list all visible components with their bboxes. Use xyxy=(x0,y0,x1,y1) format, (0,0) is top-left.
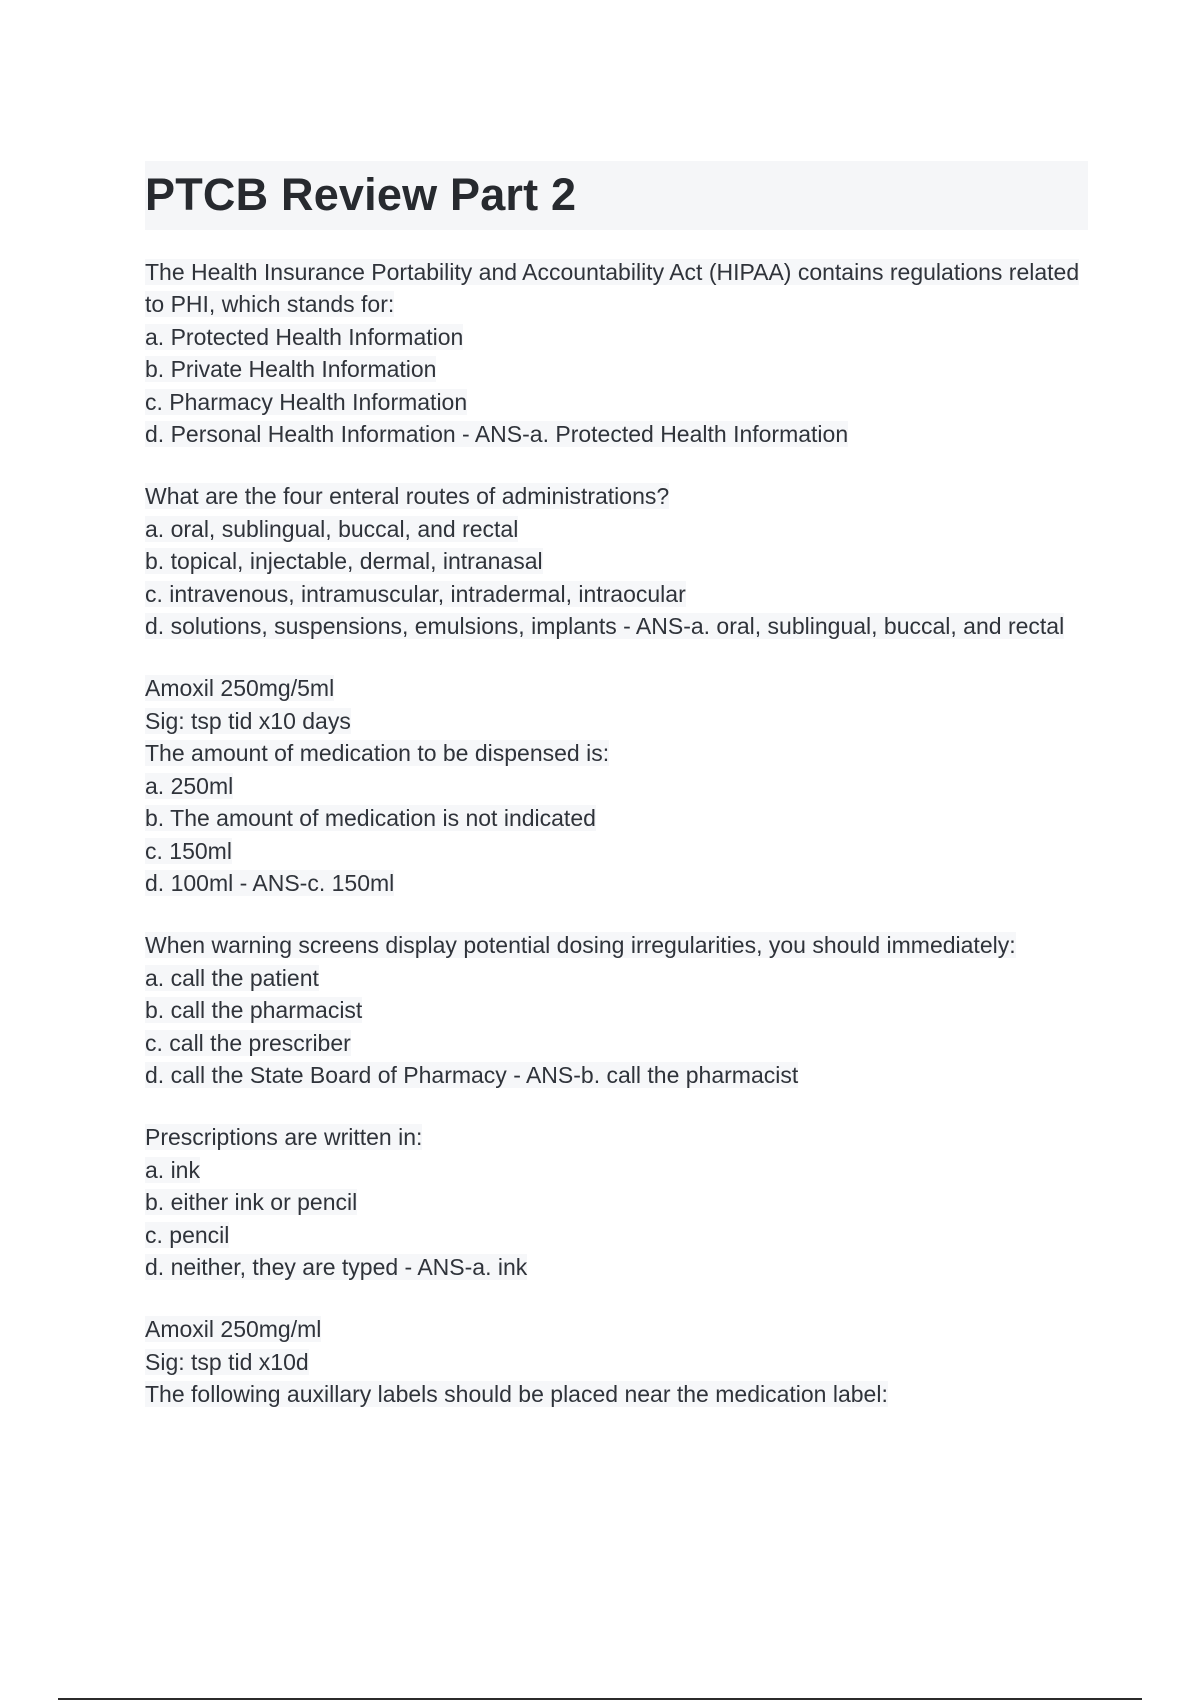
question-text: Sig: tsp tid x10d xyxy=(145,1348,309,1375)
question-text: What are the four enteral routes of administrations? xyxy=(145,483,670,510)
question-text: The amount of medication to be dispensed is: xyxy=(145,740,610,767)
question-block xyxy=(145,480,1085,642)
title-band xyxy=(145,161,1088,230)
answer-option: c. 150ml xyxy=(145,837,232,864)
question-block xyxy=(145,1121,1085,1283)
answer-option: b. topical, injectable, dermal, intranasal xyxy=(145,548,543,575)
page-title: PTCB Review Part 2 xyxy=(145,169,577,220)
answer-option-with-key: d. solutions, suspensions, emulsions, implants - ANS-a. oral, sublingual, buccal, and rectal xyxy=(145,613,1065,640)
answer-option-with-key: d. call the State Board of Pharmacy - ANS-b. call the pharmacist xyxy=(145,1061,799,1088)
answer-option: c. call the prescriber xyxy=(145,1029,351,1056)
answer-option: c. pencil xyxy=(145,1221,230,1248)
answer-option: a. 250ml xyxy=(145,772,234,799)
answer-option: b. either ink or pencil xyxy=(145,1189,358,1216)
question-text: Sig: tsp tid x10 days xyxy=(145,707,351,734)
question-block xyxy=(145,929,1085,1091)
answer-option: b. call the pharmacist xyxy=(145,997,363,1024)
question-text: The following auxillary labels should be placed near the medication label: xyxy=(145,1381,888,1408)
answer-option: a. ink xyxy=(145,1156,200,1183)
answer-option: b. Private Health Information xyxy=(145,356,437,383)
answer-option: c. Pharmacy Health Information xyxy=(145,388,468,415)
question-block xyxy=(145,672,1085,899)
question-block xyxy=(145,1313,1085,1410)
answer-option: a. oral, sublingual, buccal, and rectal xyxy=(145,515,519,542)
answer-option-with-key: d. 100ml - ANS-c. 150ml xyxy=(145,869,395,896)
question-text: Amoxil 250mg/ml xyxy=(145,1316,322,1343)
answer-option-with-key: d. neither, they are typed - ANS-a. ink xyxy=(145,1253,528,1280)
answer-option: b. The amount of medication is not indicated xyxy=(145,805,596,832)
document-body xyxy=(145,256,1085,1441)
question-text: Prescriptions are written in: xyxy=(145,1124,423,1151)
answer-option: c. intravenous, intramuscular, intradermal, intraocular xyxy=(145,580,686,607)
answer-option-with-key: d. Personal Health Information - ANS-a. Protected Health Information xyxy=(145,421,849,448)
question-text: The Health Insurance Portability and Accountability Act (HIPAA) contains regulations related to PHI, which stands for: xyxy=(145,259,1080,318)
question-block xyxy=(145,256,1085,450)
question-text: Amoxil 250mg/5ml xyxy=(145,675,335,702)
answer-option: a. call the patient xyxy=(145,964,319,991)
question-text: When warning screens display potential dosing irregularities, you should immediately: xyxy=(145,932,1016,959)
answer-option: a. Protected Health Information xyxy=(145,323,464,350)
